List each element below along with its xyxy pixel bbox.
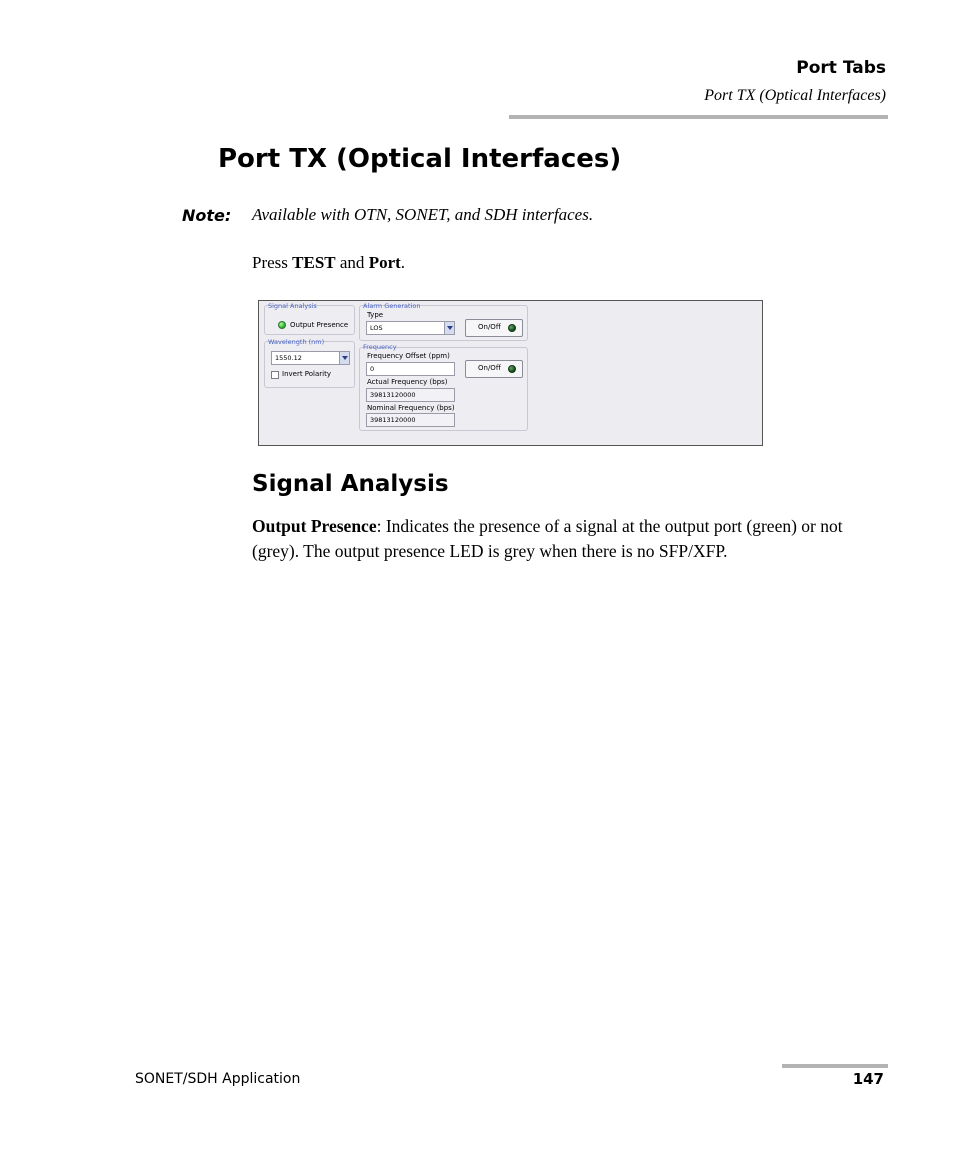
invert-polarity-checkbox[interactable] xyxy=(271,371,279,379)
body-term: Output Presence xyxy=(252,516,377,536)
instruction-middle: and xyxy=(335,253,369,272)
output-presence-label: Output Presence xyxy=(290,321,349,329)
frequency-onoff-label: On/Off xyxy=(478,364,501,372)
nominal-frequency-label: Nominal Frequency (bps) xyxy=(367,404,455,412)
frequency-led-icon xyxy=(508,365,516,373)
section-title: Signal Analysis xyxy=(252,471,449,497)
page-number: 147 xyxy=(852,1070,884,1088)
instruction-test: TEST xyxy=(292,253,336,272)
frequency-offset-input[interactable]: 0 xyxy=(366,362,455,376)
page-title: Port TX (Optical Interfaces) xyxy=(218,144,622,174)
running-header-subsection: Port TX (Optical Interfaces) xyxy=(704,87,886,104)
chevron-down-icon[interactable] xyxy=(444,322,454,334)
actual-frequency-field: 39813120000 xyxy=(366,388,455,402)
wavelength-select[interactable] xyxy=(271,351,350,365)
instruction-prefix: Press xyxy=(252,253,293,272)
body-text: : Indicates the presence of a signal at the output port (green) or not (grey). The output presence LED is grey when there is no SFP/XFP. xyxy=(252,516,843,561)
alarm-led-icon xyxy=(508,324,516,332)
wavelength-group xyxy=(264,341,355,388)
wavelength-value: 1550.12 xyxy=(275,354,302,362)
nominal-frequency-field: 39813120000 xyxy=(366,413,455,427)
chevron-down-icon[interactable] xyxy=(339,352,349,364)
running-header-section: Port Tabs xyxy=(796,58,886,78)
instruction-line xyxy=(252,253,405,273)
frequency-group xyxy=(359,347,528,431)
note-text: Available with OTN, SONET, and SDH interfaces. xyxy=(252,205,594,224)
alarm-type-label: Type xyxy=(367,311,384,319)
instruction-port: Port xyxy=(368,253,401,272)
alarm-type-value: LOS xyxy=(370,324,383,332)
header-rule xyxy=(509,115,888,119)
footer-title: SONET/SDH Application xyxy=(135,1071,301,1087)
output-presence-led-icon xyxy=(278,321,286,329)
frequency-onoff-button[interactable] xyxy=(465,360,523,378)
note-label: Note: xyxy=(182,206,232,225)
footer-rule xyxy=(782,1064,888,1068)
instruction-suffix: . xyxy=(400,253,406,272)
alarm-generation-group xyxy=(359,305,528,341)
alarm-onoff-label: On/Off xyxy=(478,323,501,331)
alarm-onoff-button[interactable] xyxy=(465,319,523,337)
frequency-title: Frequency xyxy=(363,343,397,351)
wavelength-title: Wavelength (nm) xyxy=(268,338,325,346)
alarm-generation-title: Alarm Generation xyxy=(363,302,421,310)
body-paragraph xyxy=(252,514,882,564)
port-tx-panel xyxy=(258,300,763,446)
alarm-type-select[interactable] xyxy=(366,321,455,335)
actual-frequency-label: Actual Frequency (bps) xyxy=(367,378,448,386)
invert-polarity-label: Invert Polarity xyxy=(282,370,331,378)
frequency-offset-label: Frequency Offset (ppm) xyxy=(367,352,450,360)
signal-analysis-title: Signal Analysis xyxy=(268,302,317,310)
